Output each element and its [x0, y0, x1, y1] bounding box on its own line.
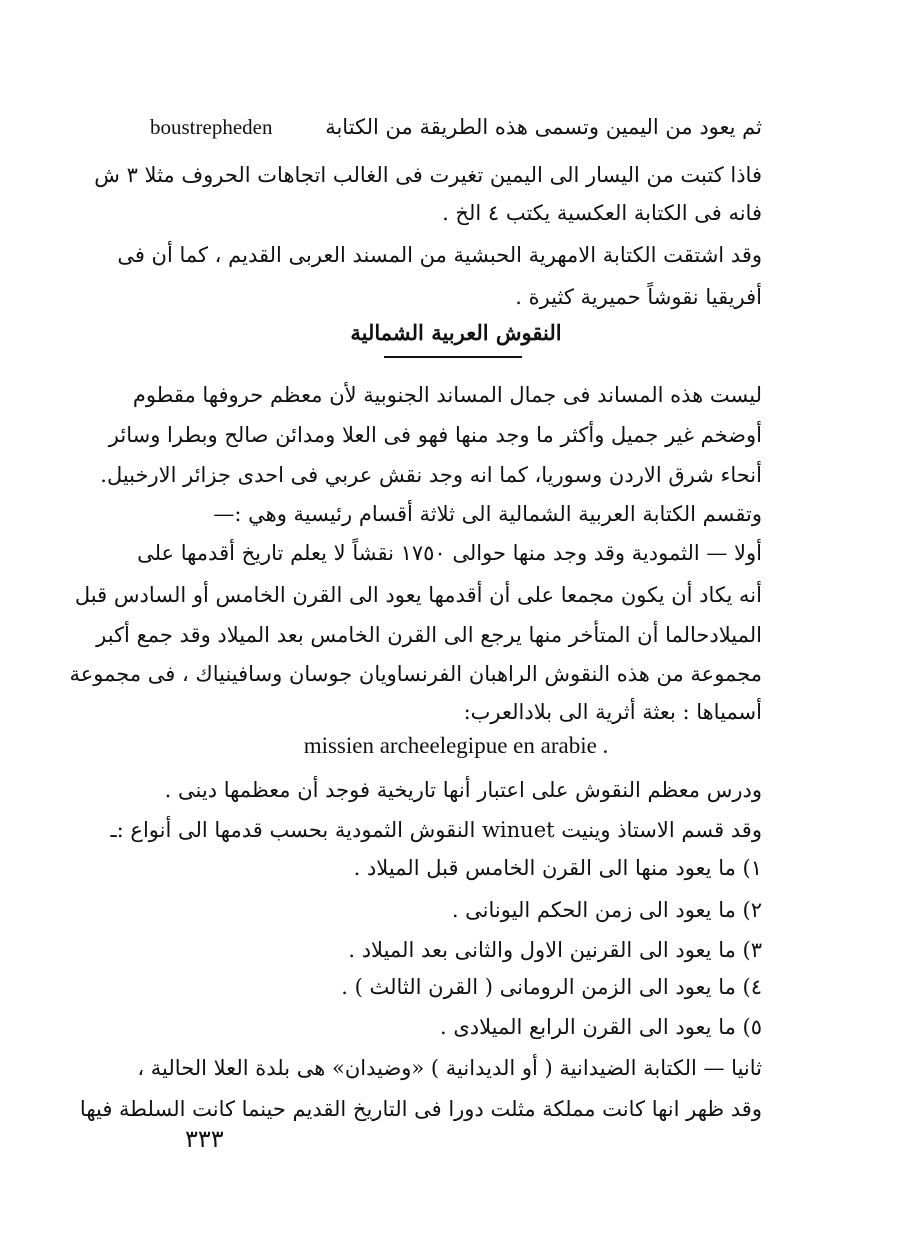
- text-line: وتقسم الكتابة العربية الشمالية الى ثلاثة أقسام رئيسية وهي :—: [213, 502, 762, 526]
- section-heading: النقوش العربية الشمالية: [350, 320, 562, 345]
- list-item: ٥) ما يعود الى القرن الرابع الميلادى .: [439, 1015, 762, 1039]
- text-line: أنحاء شرق الاردن وسوريا، كما انه وجد نقش عربي فى احدى جزائر الارخبيل.: [100, 463, 762, 487]
- text-line: فاذا كتبت من اليسار الى اليمين تغيرت فى الغالب اتجاهات الحروف مثلا ٣ ش: [94, 163, 762, 187]
- text-line: ثانيا — الكتابة الضيدانية ( أو الديدانية ) «وضيدان» هى بلدة العلا الحالية ،: [137, 1056, 762, 1080]
- list-item: ٤) ما يعود الى الزمن الرومانى ( القرن الثالث ) .: [341, 975, 762, 999]
- text-line: أفريقيا نقوشاً حميرية كثيرة .: [515, 285, 762, 309]
- page-number: ٣٣٣: [185, 1125, 224, 1153]
- latin-title-line: missien archeelegipue en arabie .: [303, 733, 609, 758]
- text-line: فانه فى الكتابة العكسية يكتب ٤ الخ .: [442, 201, 762, 225]
- list-item: ١) ما يعود منها الى القرن الخامس قبل الميلاد .: [353, 856, 762, 880]
- text-line: ثم يعود من اليمين وتسمى هذه الطريقة من الكتابة boustrepheden: [150, 112, 762, 142]
- text-line: أوضخم غير جميل وأكثر ما وجد منها فهو فى العلا ومدائن صالح وبطرا وسائر: [108, 423, 762, 447]
- latin-term: boustrepheden: [150, 115, 273, 139]
- list-item: ٢) ما يعود الى زمن الحكم اليونانى .: [451, 898, 762, 922]
- text-line: وقد قسم الاستاذ وينيت winuet النقوش الثمودية بحسب قدمها الى أنواع :ـ: [110, 818, 762, 842]
- text-line: الميلادحالما أن المتأخر منها يرجع الى القرن الخامس بعد الميلاد وقد جمع أكبر: [96, 623, 762, 647]
- text-line: أولا — الثمودية وقد وجد منها حوالى ١٧٥٠ نقشاً لا يعلم تاريخ أقدمها على: [137, 541, 762, 565]
- text-line: أنه يكاد أن يكون مجمعا على أن أقدمها يعود الى القرن الخامس أو السادس قبل: [74, 583, 762, 607]
- text-line: ودرس معظم النقوش على اعتبار أنها تاريخية فوجد أن معظمها دينى .: [164, 778, 762, 802]
- heading-underline: [384, 356, 522, 358]
- list-item: ٣) ما يعود الى القرنين الاول والثانى بعد الميلاد .: [348, 938, 762, 962]
- text-line: ليست هذه المساند فى جمال المساند الجنوبية لأن معظم حروفها مقطوم: [132, 383, 762, 407]
- text-line: وقد اشتقت الكتابة الامهرية الحبشية من المسند العربى القديم ، كما أن فى: [117, 243, 762, 267]
- text-line: وقد ظهر انها كانت مملكة مثلت دورا فى التاريخ القديم حينما كانت السلطة فيها: [79, 1097, 762, 1121]
- text-line: مجموعة من هذه النقوش الراهبان الفرنساويان جوسان وسافينياك ، فى مجموعة: [69, 662, 762, 686]
- text-line: أسمياها : بعثة أثرية الى بلادالعرب:: [463, 700, 762, 724]
